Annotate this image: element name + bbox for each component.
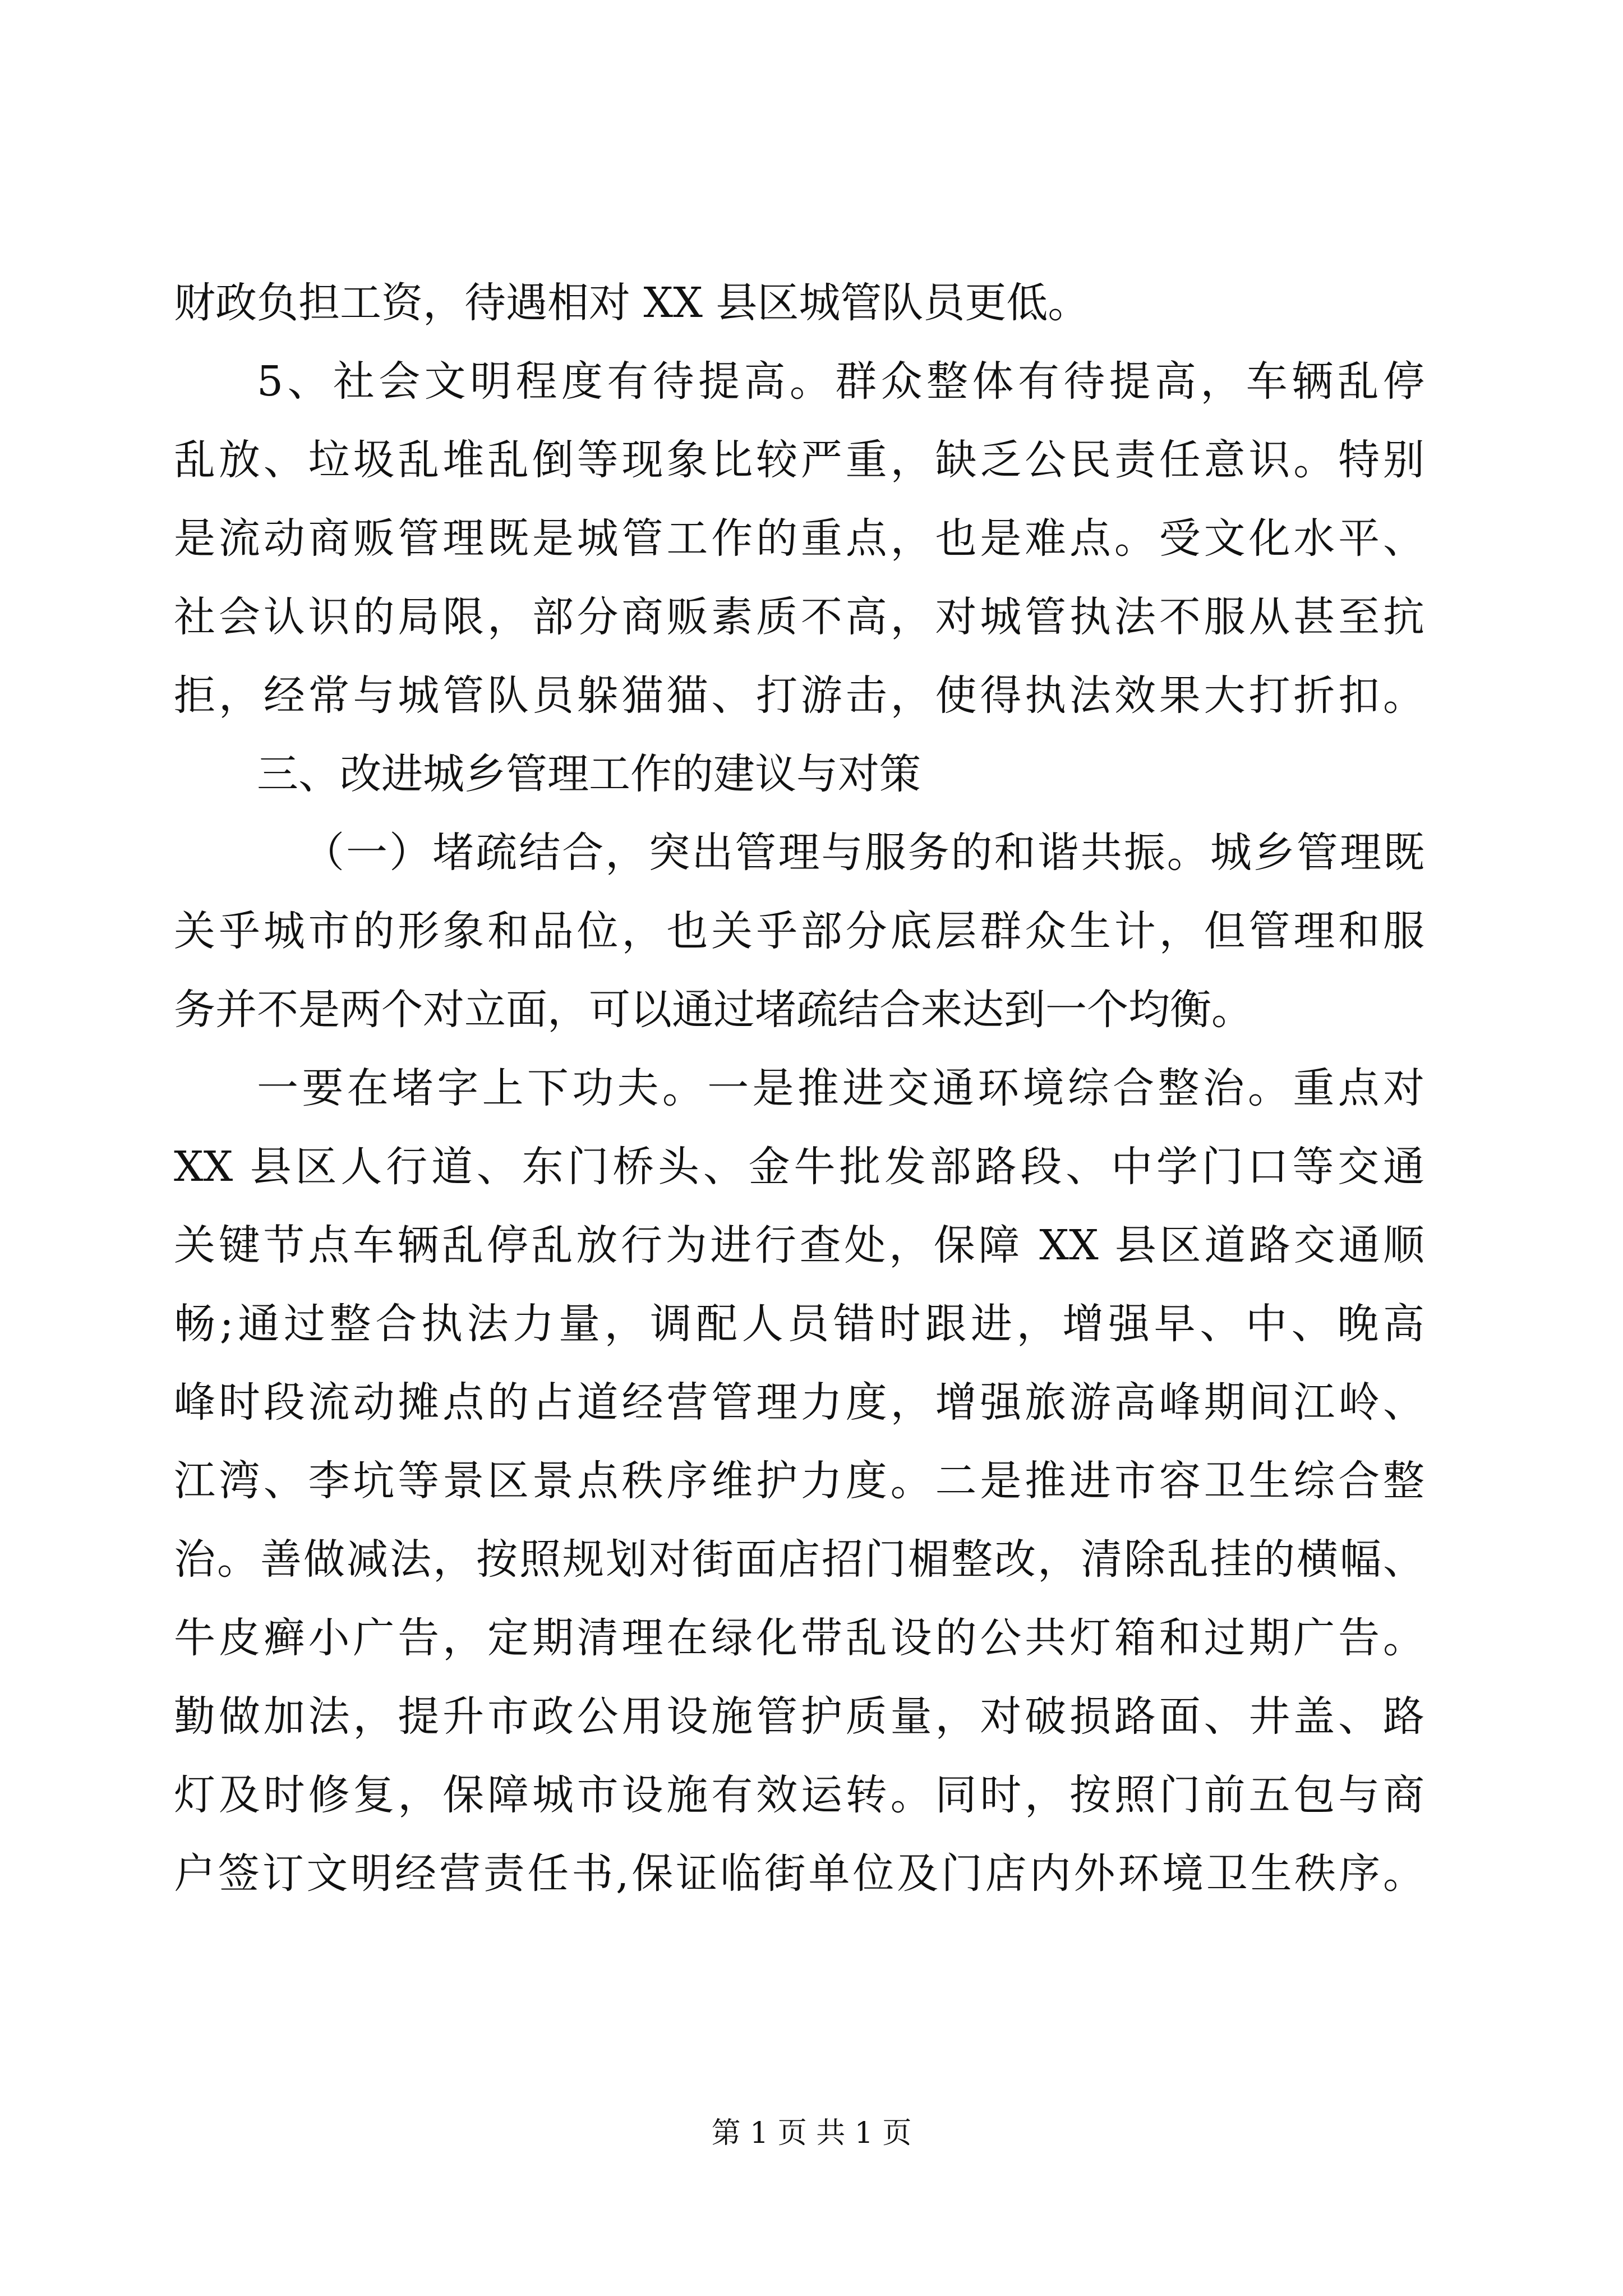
document-body [174, 264, 1424, 1913]
text-line: 务并不是两个对立面，可以通过堵疏结合来达到一个均衡。 [174, 986, 1253, 1034]
text-line: 灯及时修复，保障城市设施有效运转。同时，按照门前五包与商 [174, 1771, 1424, 1819]
text-line: 峰时段流动摊点的占道经营管理力度，增强旅游高峰期间江岭、 [174, 1378, 1424, 1427]
text-line: 一要在堵字上下功夫。一是推进交通环境综合整治。重点对 [257, 1064, 1424, 1112]
text-line: 拒，经常与城管队员躲猫猫、打游击，使得执法效果大打折扣。 [174, 671, 1424, 720]
text-line: 是流动商贩管理既是城管工作的重点，也是难点。受文化水平、 [174, 514, 1424, 563]
text-line: 社会认识的局限，部分商贩素质不高，对城管执法不服从甚至抗 [174, 593, 1424, 641]
text-line: 关乎城市的形象和品位，也关乎部分底层群众生计，但管理和服 [174, 907, 1424, 955]
text-line: 治。善做减法，按照规划对街面店招门楣整改，清除乱挂的横幅、 [174, 1535, 1424, 1584]
text-line: 财政负担工资，待遇相对 XX 县区城管队员更低。 [174, 279, 1090, 327]
text-line: 户签订文明经营责任书,保证临街单位及门店内外环境卫生秩序。 [174, 1849, 1424, 1898]
section-heading: 三、改进城乡管理工作的建议与对策 [257, 750, 921, 798]
text-line: XX 县区人行道、东门桥头、金牛批发部路段、中学门口等交通 [174, 1143, 1424, 1191]
text-line: 畅;通过整合执法力量，调配人员错时跟进，增强早、中、晚高 [174, 1300, 1424, 1348]
text-line: 勤做加法，提升市政公用设施管护质量，对破损路面、井盖、路 [174, 1692, 1424, 1741]
text-line: 牛皮癣小广告，定期清理在绿化带乱设的公共灯箱和过期广告。 [174, 1614, 1424, 1662]
page-footer: 第 1 页 共 1 页 [711, 2116, 912, 2150]
text-line: （一）堵疏结合，突出管理与服务的和谐共振。城乡管理既 [303, 829, 1424, 877]
text-line: 5、社会文明程度有待提高。群众整体有待提高，车辆乱停 [257, 357, 1424, 406]
text-line: 乱放、垃圾乱堆乱倒等现象比较严重，缺乏公民责任意识。特别 [174, 436, 1424, 484]
text-line: 关键节点车辆乱停乱放行为进行查处，保障 XX 县区道路交通顺 [174, 1221, 1424, 1269]
text-line: 江湾、李坑等景区景点秩序维护力度。二是推进市容卫生综合整 [174, 1457, 1424, 1505]
